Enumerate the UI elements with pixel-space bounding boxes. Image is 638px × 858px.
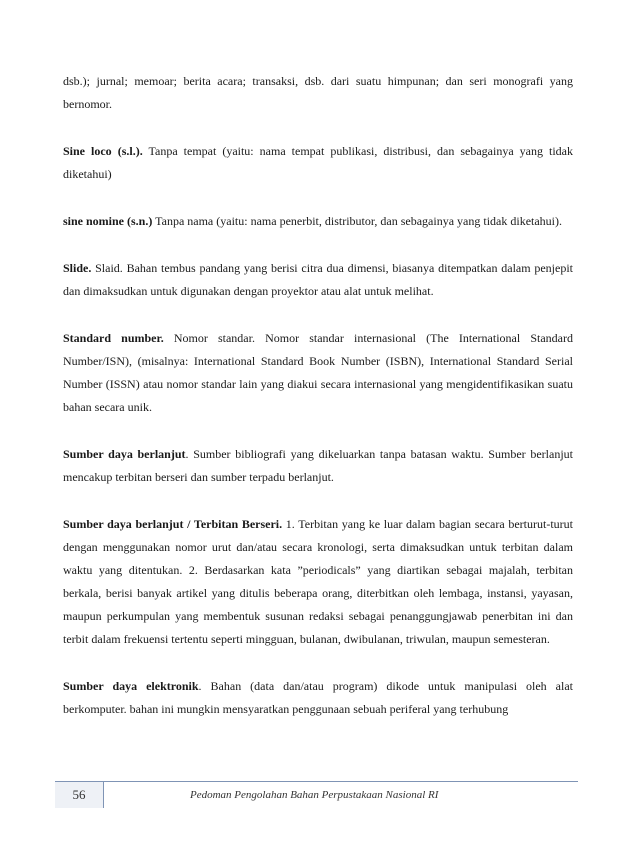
glossary-entry: [63, 327, 573, 419]
glossary-entry: [63, 675, 573, 721]
glossary-entry: [63, 210, 573, 233]
entry-definition: Slaid. Bahan tembus pandang yang berisi citra dua dimensi, biasanya ditempatkan dalam penjepit dan dimaksudkan untuk digunakan dengan proyektor atau alat untuk melihat.: [63, 261, 573, 298]
footer-title: Pedoman Pengolahan Bahan Perpustakaan Nasional RI: [190, 789, 439, 801]
entry-term: Sumber daya elektronik: [63, 679, 199, 693]
entry-term: Sumber daya berlanjut / Terbitan Berseri.: [63, 517, 283, 531]
entry-definition: . Sumber bibliografi yang dikeluarkan tanpa batasan waktu. Sumber berlanjut mencakup terbitan berseri dan sumber terpadu berlanjut.: [63, 447, 573, 484]
glossary-entry: [63, 443, 573, 489]
entry-definition: Tanpa nama (yaitu: nama penerbit, distributor, dan sebagainya yang tidak diketahui).: [152, 214, 563, 228]
entry-term: Sine loco (s.l.).: [63, 144, 143, 158]
entry-definition: 1. Terbitan yang ke luar dalam bagian secara berturut-turut dengan menggunakan nomor urut dan/atau secara kronologi, serta dimaksudkan untuk terbitan dalam waktu yang ditentukan. 2. Berdasarkan kata ”periodicals” yang diartikan sebagai majalah, terbitan berkala, berisi banyak artikel yang ditulis beberapa orang, diterbitkan oleh lembaga, instansi, yayasan, maupun perkumpulan yang membentuk susunan redaksi sebagai penanggungjawab penerbitan ini dan terbit dalam frekuensi tertentu seperti mingguan, bulanan, dwibulanan, triwulan, maupun semesteran.: [63, 517, 573, 646]
entry-definition: . Bahan (data dan/atau program) dikode untuk manipulasi oleh alat berkomputer. bahan ini mungkin mensyaratkan penggunaan sebuah periferal yang terhubung: [63, 679, 573, 716]
glossary-body: [63, 70, 573, 745]
entry-term: Sumber daya berlanjut: [63, 447, 186, 461]
glossary-entry: [63, 140, 573, 186]
intro-paragraph: dsb.); jurnal; memoar; berita acara; transaksi, dsb. dari suatu himpunan; dan seri monografi yang bernomor.: [63, 74, 573, 111]
entry-definition: Nomor standar. Nomor standar internasional (The International Standard Number/ISN), (misalnya: International Standard Book Number (ISBN), International Standard Serial Number (ISSN) atau nomor standar lain yang diakui secara internasional yang mengidentifikasikan suatu bahan secara unik.: [63, 331, 573, 414]
entry-term: sine nomine (s.n.): [63, 214, 153, 228]
entry-term: Slide.: [63, 261, 92, 275]
page-number: 56: [55, 782, 104, 808]
glossary-entry: [63, 513, 573, 651]
glossary-entry: [63, 257, 573, 303]
entry-term: Standard number.: [63, 331, 164, 345]
entry-definition: Tanpa tempat (yaitu: nama tempat publikasi, distribusi, dan sebagainya yang tidak diketahui): [63, 144, 574, 181]
